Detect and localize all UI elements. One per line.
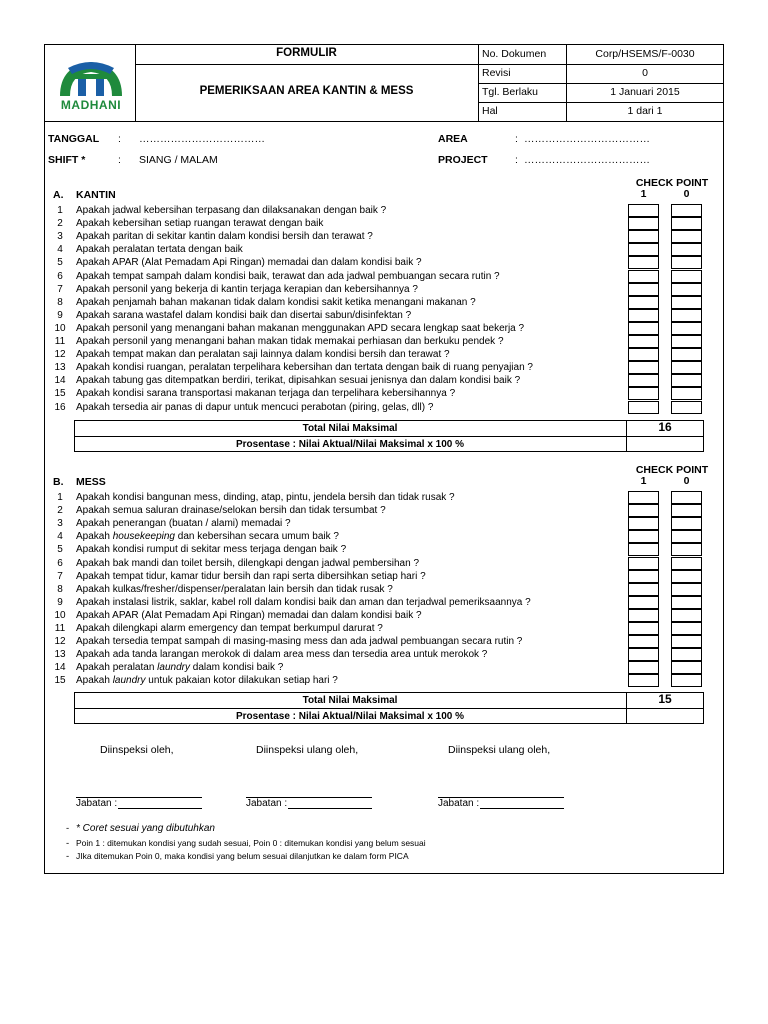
checklist-item: Apakah paritan di sekitar kantin dalam kondisi bersih dan terawat ? xyxy=(76,231,373,243)
item-text: Apakah dilengkapi alarm emergency dan tempat berkumpul darurat ? xyxy=(76,623,383,634)
checkbox-poin-0[interactable] xyxy=(671,635,702,648)
checkbox-poin-0[interactable] xyxy=(671,648,702,661)
checkbox-poin-1[interactable] xyxy=(628,557,659,570)
doc-field-label: No. Dokumen xyxy=(482,48,547,60)
checklist-item: Apakah personil yang menangani bahan makan tidak memakai perhiasan dan berkuku pendek ? xyxy=(76,336,504,347)
item-text: dalam kondisi baik ? xyxy=(189,662,284,674)
checklist-item xyxy=(76,570,426,583)
item-text: Apakah xyxy=(76,531,113,543)
checklist-item: Apakah tempat makan dan peralatan saji lainnya dalam kondisi bersih dan terawat ? xyxy=(76,349,450,361)
section-letter: A. xyxy=(53,189,64,201)
checklist-item: Apakah kebersihan setiap ruangan terawat dengan baik xyxy=(76,218,324,230)
checklist-item xyxy=(76,583,393,596)
item-text: Apakah peralatan xyxy=(76,662,158,674)
checkbox-poin-1[interactable] xyxy=(628,361,659,374)
checkbox-poin-0[interactable] xyxy=(671,361,702,374)
item-number: 11 xyxy=(54,623,66,634)
total-label: Total Nilai Maksimal xyxy=(302,423,398,434)
checkbox-poin-1[interactable] xyxy=(628,217,659,230)
checkbox-poin-0[interactable] xyxy=(671,596,702,609)
checkbox-poin-1[interactable] xyxy=(628,491,659,504)
checkbox-poin-1[interactable] xyxy=(628,348,659,361)
item-number: 6 xyxy=(57,270,63,282)
checkbox-poin-0[interactable] xyxy=(671,348,702,361)
item-number: 12 xyxy=(54,636,66,648)
jabatan-line xyxy=(288,808,372,809)
checkbox-poin-0[interactable] xyxy=(671,335,702,348)
item-number: 3 xyxy=(57,231,63,243)
check-col-1: 1 xyxy=(640,475,647,487)
item-number: 8 xyxy=(57,296,63,308)
area-colon: : xyxy=(515,133,518,145)
checkbox-poin-1[interactable] xyxy=(628,374,659,387)
checkbox-poin-0[interactable] xyxy=(671,243,702,256)
item-number: 4 xyxy=(57,244,63,256)
project-value[interactable]: ……………………………… xyxy=(524,154,650,166)
checklist-item xyxy=(76,504,386,517)
checkbox-poin-0[interactable] xyxy=(671,270,702,283)
checkbox-poin-1[interactable] xyxy=(628,517,659,530)
doc-field-label: Tgl. Berlaku xyxy=(482,86,539,98)
checklist-item: Apakah APAR (Alat Pemadam Api Ringan) memadai dan dalam kondisi baik ? xyxy=(76,257,422,269)
checkbox-poin-1[interactable] xyxy=(628,335,659,348)
item-number: 4 xyxy=(57,531,63,543)
item-number: 12 xyxy=(54,349,66,361)
item-number: 9 xyxy=(57,309,63,321)
item-text: Apakah bak mandi dan toilet bersih, dilengkapi dengan jadwal pembersihan ? xyxy=(76,557,420,569)
checkbox-poin-0[interactable] xyxy=(671,517,702,530)
jabatan-label: Jabatan : xyxy=(246,798,288,809)
signature-title: Diinspeksi ulang oleh, xyxy=(448,744,551,756)
item-number: 15 xyxy=(54,675,66,687)
item-text-italic: housekeeping xyxy=(112,531,175,543)
persen-label: Prosentase : Nilai Aktual/Nilai Maksimal x 100 % xyxy=(235,711,465,722)
checkbox-poin-0[interactable] xyxy=(671,504,702,517)
total-divider xyxy=(74,436,704,437)
note-text: Poin 1 : ditemukan kondisi yang sudah sesuai, Poin 0 : ditemukan kondisi yang belum sesuai xyxy=(76,838,426,848)
item-number: 5 xyxy=(57,544,63,556)
form-label: FORMULIR xyxy=(276,47,337,59)
logo-text: MADHANI xyxy=(60,98,122,112)
item-number: 10 xyxy=(54,322,66,334)
item-number: 7 xyxy=(57,570,63,582)
item-text: Apakah ada tanda larangan merokok di dalam area mess dan tersedia area untuk merokok ? xyxy=(76,649,488,661)
item-number: 2 xyxy=(57,505,63,517)
checklist-item: Apakah jadwal kebersihan terpasang dan dilaksanakan dengan baik ? xyxy=(76,205,387,216)
jabatan-label: Jabatan : xyxy=(438,798,480,809)
item-text: Apakah penerangan (buatan / alami) memadai ? xyxy=(76,518,291,530)
checklist-item: Apakah tempat sampah dalam kondisi baik, terawat dan ada jadwal pembuangan secara rutin ? xyxy=(76,270,500,282)
checkbox-poin-0[interactable] xyxy=(671,570,702,583)
checklist-item: Apakah penjamah bahan makanan tidak dalam kondisi sakit ketika menangani makanan ? xyxy=(76,296,476,308)
signature-line xyxy=(246,797,372,798)
form-title: PEMERIKSAAN AREA KANTIN & MESS xyxy=(199,85,414,97)
tanggal-label: TANGGAL xyxy=(48,133,100,145)
shift-colon: : xyxy=(118,154,121,166)
checkbox-poin-0[interactable] xyxy=(671,401,702,414)
item-number: 5 xyxy=(57,257,63,269)
checkbox-poin-0[interactable] xyxy=(671,661,702,674)
item-number: 6 xyxy=(57,557,63,569)
checklist-item: Apakah kondisi ruangan, peralatan terpelihara kebersihan dan tertata dengan baik di ruang penyajian ? xyxy=(76,362,533,374)
checkbox-poin-0[interactable] xyxy=(671,583,702,596)
doc-field-value: Corp/HSEMS/F-0030 xyxy=(595,48,695,60)
item-text-italic: laundry xyxy=(112,675,146,687)
checkbox-poin-1[interactable] xyxy=(628,543,659,556)
item-number: 15 xyxy=(54,388,66,400)
check-col-0: 0 xyxy=(683,188,690,200)
note-bullet: - xyxy=(66,851,70,862)
checkbox-poin-1[interactable] xyxy=(628,204,659,217)
shift-label: SHIFT * xyxy=(48,154,86,166)
item-text: Apakah semua saluran drainase/selokan bersih dan tidak tersumbat ? xyxy=(76,505,386,517)
checklist-item: Apakah kondisi sarana transportasi makanan terjaga dan terpelihara kebersihannya ? xyxy=(76,388,456,400)
checkbox-poin-1[interactable] xyxy=(628,322,659,335)
logo-mark-icon xyxy=(54,58,128,98)
item-text-italic: laundry xyxy=(157,662,190,674)
checkbox-poin-0[interactable] xyxy=(671,609,702,622)
item-number: 13 xyxy=(54,362,66,374)
check-col-0: 0 xyxy=(683,475,690,487)
doc-field-label: Revisi xyxy=(482,67,511,79)
item-text: Apakah kondisi bangunan mess, dinding, atap, pintu, jendela bersih dan tidak rusak ? xyxy=(76,492,455,503)
checklist-item xyxy=(76,596,531,609)
checkbox-poin-1[interactable] xyxy=(628,270,659,283)
checkbox-poin-0[interactable] xyxy=(671,387,702,400)
note-bullet: - xyxy=(66,823,70,834)
doc-field-value: 1 Januari 2015 xyxy=(610,86,680,98)
item-number: 14 xyxy=(54,375,66,387)
item-text: Apakah tempat tidur, kamar tidur bersih dan rapi serta dibersihkan setiap hari ? xyxy=(76,570,426,582)
note-bullet: - xyxy=(66,838,70,849)
checkbox-poin-1[interactable] xyxy=(628,296,659,309)
checkbox-poin-1[interactable] xyxy=(628,674,659,687)
checkbox-poin-1[interactable] xyxy=(628,530,659,543)
checkbox-poin-1[interactable] xyxy=(628,596,659,609)
total-value: 15 xyxy=(658,692,672,706)
total-label: Total Nilai Maksimal xyxy=(302,695,398,706)
persen-label: Prosentase : Nilai Aktual/Nilai Maksimal x 100 % xyxy=(235,439,465,450)
item-number: 3 xyxy=(57,518,63,530)
shift-value[interactable]: SIANG / MALAM xyxy=(139,154,218,166)
tanggal-colon: : xyxy=(118,133,121,145)
area-label: AREA xyxy=(438,133,468,145)
doc-field-value: 1 dari 1 xyxy=(627,105,663,117)
project-label: PROJECT xyxy=(438,154,488,166)
check-col-1: 1 xyxy=(640,188,647,200)
checklist-item xyxy=(76,491,455,504)
checkbox-poin-0[interactable] xyxy=(671,217,702,230)
checkbox-poin-1[interactable] xyxy=(628,256,659,269)
checkbox-poin-0[interactable] xyxy=(671,283,702,296)
item-number: 1 xyxy=(57,205,63,216)
item-number: 11 xyxy=(54,336,66,347)
checklist-item: Apakah tersedia air panas di dapur untuk mencuci perabotan (piring, gelas, dll) ? xyxy=(76,401,434,413)
item-number: 16 xyxy=(54,401,66,413)
item-number: 9 xyxy=(57,596,63,608)
item-number: 2 xyxy=(57,218,63,230)
checklist-item xyxy=(76,543,346,556)
note-text: * Coret sesuai yang dibutuhkan xyxy=(76,823,215,834)
checklist-item xyxy=(76,661,283,674)
signature-title: Diinspeksi oleh, xyxy=(100,744,174,756)
checkbox-poin-1[interactable] xyxy=(628,283,659,296)
doc-field-label: Hal xyxy=(482,105,498,117)
checklist-item xyxy=(76,674,338,687)
checkbox-poin-1[interactable] xyxy=(628,648,659,661)
item-text: Apakah instalasi listrik, saklar, kabel roll dalam kondisi baik dan aman dan terjadwal pemeriksaannya ? xyxy=(76,596,531,608)
item-text: Apakah tersedia tempat sampah di masing-masing mess dan ada jadwal pembuangan secara rutin ? xyxy=(76,636,523,648)
total-value: 16 xyxy=(658,420,672,434)
checkbox-poin-0[interactable] xyxy=(671,309,702,322)
item-text: Apakah kulkas/fresher/dispenser/peralatan lain bersih dan tidak rusak ? xyxy=(76,583,393,595)
item-number: 13 xyxy=(54,649,66,661)
item-number: 1 xyxy=(57,492,63,503)
item-text: Apakah kondisi rumput di sekitar mess terjaga dengan baik ? xyxy=(76,544,347,556)
checkbox-poin-0[interactable] xyxy=(671,557,702,570)
note-text: JIka ditemukan Poin 0, maka kondisi yang belum sesuai dilanjutkan ke dalam form PICA xyxy=(76,851,409,861)
item-number: 10 xyxy=(54,609,66,621)
checklist-item xyxy=(76,635,522,648)
doc-field-value: 0 xyxy=(642,67,648,79)
checkbox-poin-1[interactable] xyxy=(628,622,659,635)
checkbox-poin-1[interactable] xyxy=(628,387,659,400)
project-colon: : xyxy=(515,154,518,166)
tanggal-value[interactable]: ……………………………… xyxy=(139,133,265,145)
item-text: Apakah xyxy=(76,675,113,687)
checkbox-poin-0[interactable] xyxy=(671,530,702,543)
checkbox-poin-1[interactable] xyxy=(628,401,659,414)
jabatan-line xyxy=(480,808,564,809)
checkbox-poin-0[interactable] xyxy=(671,204,702,217)
checklist-item xyxy=(76,530,339,543)
checkbox-poin-0[interactable] xyxy=(671,491,702,504)
signature-title: Diinspeksi ulang oleh, xyxy=(256,744,359,756)
signature-line xyxy=(438,797,564,798)
section-letter: B. xyxy=(53,476,64,488)
checklist-item xyxy=(76,648,487,661)
jabatan-line xyxy=(118,808,202,809)
checklist-item: Apakah personil yang bekerja di kantin terjaga kerapian dan kebersihannya ? xyxy=(76,283,418,295)
checklist-item xyxy=(76,609,422,622)
jabatan-label: Jabatan : xyxy=(76,798,118,809)
checklist-item xyxy=(76,557,419,570)
checkbox-poin-0[interactable] xyxy=(671,543,702,556)
item-number: 14 xyxy=(54,662,66,674)
checkbox-poin-1[interactable] xyxy=(628,635,659,648)
item-number: 8 xyxy=(57,583,63,595)
signature-line xyxy=(76,797,202,798)
checkbox-poin-0[interactable] xyxy=(671,296,702,309)
checkbox-poin-1[interactable] xyxy=(628,609,659,622)
checklist-item: Apakah tabung gas ditempatkan berdiri, terikat, dipisahkan sesuai jenisnya dan dalam kondisi baik ? xyxy=(76,375,521,387)
item-text: untuk pakaian kotor dilakukan setiap hari ? xyxy=(145,675,338,687)
checkbox-poin-1[interactable] xyxy=(628,230,659,243)
item-text: dan kebersihan secara umum baik ? xyxy=(174,531,339,543)
section-title: MESS xyxy=(76,476,106,488)
checklist-item: Apakah peralatan tertata dengan baik xyxy=(76,244,243,256)
checklist-item: Apakah sarana wastafel dalam kondisi baik dan disertai sabun/disinfektan ? xyxy=(76,309,412,321)
checklist-item: Apakah personil yang menangani bahan makanan menggunakan APD secara lengkap saat bekerja ? xyxy=(76,322,525,334)
item-text: Apakah APAR (Alat Pemadam Api Ringan) memadai dan dalam kondisi baik ? xyxy=(76,609,422,621)
check-point-header: CHECK POINT xyxy=(635,464,709,476)
checkbox-poin-0[interactable] xyxy=(671,622,702,635)
checklist-item xyxy=(76,622,383,635)
checkbox-poin-0[interactable] xyxy=(671,674,702,687)
checkbox-poin-1[interactable] xyxy=(628,583,659,596)
checkbox-poin-1[interactable] xyxy=(628,661,659,674)
checkbox-poin-1[interactable] xyxy=(628,309,659,322)
checkbox-poin-0[interactable] xyxy=(671,374,702,387)
madhani-logo xyxy=(54,58,128,114)
section-title: KANTIN xyxy=(76,189,116,201)
checkbox-poin-0[interactable] xyxy=(671,230,702,243)
total-divider xyxy=(74,708,704,709)
checkbox-poin-0[interactable] xyxy=(671,256,702,269)
item-number: 7 xyxy=(57,283,63,295)
checkbox-poin-0[interactable] xyxy=(671,322,702,335)
checkbox-poin-1[interactable] xyxy=(628,243,659,256)
area-value[interactable]: ……………………………… xyxy=(524,133,650,145)
checkbox-poin-1[interactable] xyxy=(628,570,659,583)
check-point-header: CHECK POINT xyxy=(635,177,709,189)
checkbox-poin-1[interactable] xyxy=(628,504,659,517)
checklist-item xyxy=(76,517,291,530)
